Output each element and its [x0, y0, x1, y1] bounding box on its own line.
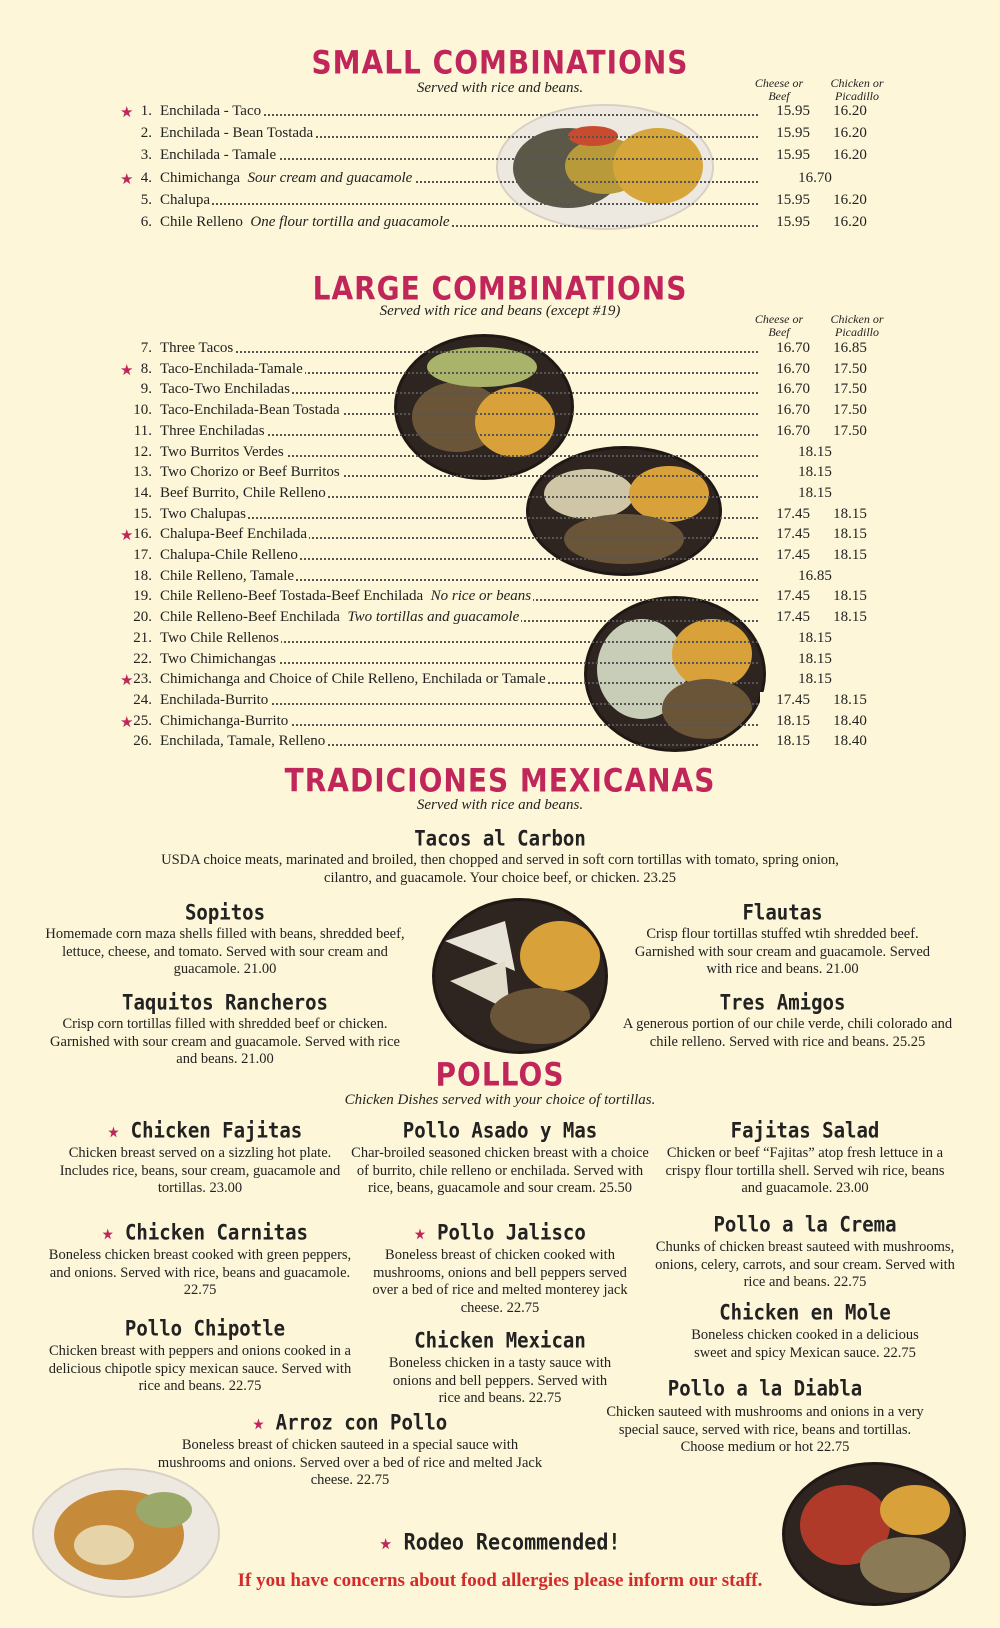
dish-title-pollo-a-la-diabla: Pollo a la Diabla: [667, 1376, 863, 1402]
menu-item-row: [110, 588, 890, 608]
dish-desc-chicken-en-mole: Boneless chicken cooked in a delicious sweet and spicy Mexican sauce. 22.75: [691, 1327, 919, 1361]
dish-title-flautas: Flautas: [742, 900, 823, 926]
recommended-star-icon: ★: [120, 673, 134, 690]
item-price-chicken-picadillo: 16.20: [833, 125, 867, 142]
dish-title-pollo-chipotle: Pollo Chipotle: [124, 1316, 286, 1342]
dish-title-pollo-asado-y-mas: Pollo Asado y Mas: [402, 1118, 598, 1144]
item-price-cheese-beef: 16.70: [760, 340, 810, 357]
item-price-cheese-beef: 18.15: [760, 733, 810, 750]
rodeo-recommended-note: ★ Rodeo Recommended!: [379, 1528, 621, 1556]
menu-item-row: [110, 485, 890, 505]
small-combinations-subtitle: Served with rice and beans.: [416, 80, 584, 96]
dish-title-taquitos-rancheros: Taquitos Rancheros: [122, 990, 328, 1016]
item-number: 10.: [133, 402, 152, 419]
menu-item-row: [110, 733, 890, 753]
allergy-notice: If you have concerns about food allergies please inform our staff.: [237, 1570, 763, 1591]
item-number: 23.: [133, 671, 152, 688]
tradiciones-subtitle: Served with rice and beans.: [416, 797, 584, 813]
item-number: 18.: [133, 567, 152, 584]
item-number: 13.: [133, 464, 152, 481]
item-number: 2.: [140, 125, 152, 142]
item-price-cheese-beef: 17.45: [760, 526, 810, 543]
item-price-chicken-picadillo: 16.85: [833, 340, 867, 356]
item-price-cheese-beef: 15.95: [760, 147, 810, 164]
dish-desc-pollo-a-la-crema: Chunks of chicken breast sauteed with mushrooms, onions, celery, carrots, and sour cream. Served with rice and beans. 22.75: [655, 1239, 955, 1290]
item-note: One flour tortilla and guacamole: [250, 214, 450, 230]
item-name: Beef Burrito, Chile Relleno: [160, 484, 326, 501]
dish-desc-tres-amigos: A generous portion of our chile verde, chili colorado and chile relleno. Served with rice and beans. 25.25: [622, 1016, 953, 1050]
dish-desc-chicken-fajitas: Chicken breast served on a sizzling hot plate. Includes rice, beans, sour cream, guacamole and tortillas. 23.00: [59, 1145, 341, 1196]
item-number: 4.: [140, 169, 152, 186]
item-name: Taco-Enchilada-Bean Tostada: [160, 402, 340, 419]
item-price-chicken-picadillo: 16.20: [833, 214, 867, 230]
item-number: 8.: [140, 360, 152, 377]
item-name: Chimichanga-Burrito: [160, 712, 289, 729]
item-number: 15.: [133, 505, 152, 522]
dish-desc-pollo-jalisco: Boneless breast of chicken cooked with mushrooms, onions and bell peppers served over a bed of rice and melted monterey jack cheese. 22.75: [372, 1247, 628, 1316]
item-price-chicken-picadillo: 18.40: [833, 712, 867, 729]
dish-desc-flautas: Crisp flour tortillas stuffed wtih shredded beef. Garnished with sour cream and guacamole. Served with rice and beans. 21.00: [634, 926, 931, 977]
item-number: 1.: [140, 103, 152, 119]
item-name: Two Chalupas: [160, 505, 247, 522]
item-name: Three Tacos: [160, 340, 234, 356]
item-price-chicken-picadillo: 16.20: [833, 147, 867, 164]
large-combinations-subtitle: Served with rice and beans (except #19): [379, 303, 621, 319]
dish-desc-pollo-asado-y-mas: Char-broiled seasoned chicken breast with a choice of burrito, chile relleno or enchilada. Served with rice, beans, guacamole and sour cream. 25.50: [351, 1145, 649, 1196]
dish-title-tres-amigos: Tres Amigos: [719, 990, 846, 1016]
pollos-title: POLLOS: [435, 1055, 565, 1094]
item-price-chicken-picadillo: 18.15: [833, 588, 867, 605]
item-number: 21.: [133, 629, 152, 646]
item-price: 16.70: [790, 170, 840, 187]
item-price-cheese-beef: 16.70: [760, 361, 810, 378]
item-price: 18.15: [790, 651, 840, 668]
item-number: 26.: [133, 733, 152, 750]
menu-item-row: [110, 609, 890, 629]
item-name: Chile Relleno, Tamale: [160, 567, 295, 584]
item-price-chicken-picadillo: 18.15: [833, 547, 867, 563]
item-price-chicken-picadillo: 18.15: [833, 526, 867, 543]
item-name: Taco-Enchilada-Tamale: [160, 360, 303, 377]
item-number: 9.: [140, 381, 152, 398]
tradiciones-title: TRADICIONES MEXICANAS: [284, 761, 716, 800]
item-name: Three Enchiladas: [160, 422, 265, 439]
item-name: Chalupa-Beef Enchilada: [160, 526, 308, 543]
item-price: 18.15: [790, 444, 840, 461]
recommended-star-icon: ★: [120, 714, 134, 731]
item-price-cheese-beef: 17.45: [760, 588, 810, 605]
large-combinations-title: LARGE COMBINATIONS: [312, 269, 688, 308]
item-name: Enchilada - Tamale: [160, 147, 277, 164]
dish-desc-fajitas-salad: Chicken or beef “Fajitas” atop fresh lettuce in a crispy flour tortilla shell. Served wih rice, beans and guacamole. 23.00: [665, 1145, 945, 1196]
leader-dots: [160, 517, 758, 519]
item-price: 18.15: [790, 671, 840, 688]
large-combo-plate-image-2: [526, 446, 722, 576]
dish-desc-taquitos-rancheros: Crisp corn tortillas filled with shredded beef or chicken. Garnished with sour cream and guacamole. Served with rice and beans. 21.00: [50, 1016, 400, 1067]
item-name: Two Chorizo or Beef Burritos: [160, 464, 340, 481]
dish-desc-arroz-con-pollo: Boneless breast of chicken sauteed in a special sauce with mushrooms and onions. Served over a bed of rice and melted Jack cheese. 22.75: [157, 1437, 543, 1488]
item-name: Two Chimichangas: [160, 650, 277, 667]
item-price-cheese-beef: 16.70: [760, 381, 810, 398]
recommended-star-icon: ★: [120, 171, 134, 188]
item-price: 16.85: [790, 568, 840, 585]
dish-desc-chicken-carnitas: Boneless chicken breast cooked with green peppers, and onions. Served with rice, beans and guacamole. 22.75: [48, 1247, 352, 1298]
item-price-chicken-picadillo: 18.15: [833, 691, 867, 708]
item-price-cheese-beef: 16.70: [760, 423, 810, 440]
item-price: 18.15: [790, 630, 840, 647]
item-number: 5.: [140, 191, 152, 208]
pollos-subtitle: Chicken Dishes served with your choice of tortillas.: [344, 1092, 656, 1108]
leader-dots: [160, 203, 758, 205]
menu-item-row: [110, 713, 890, 733]
item-price-chicken-picadillo: 17.50: [833, 381, 867, 398]
leader-dots: [160, 351, 758, 353]
item-note: Sour cream and guacamole: [247, 169, 413, 186]
item-name: Chalupa: [160, 191, 210, 208]
item-name: Enchilada - Taco: [160, 103, 262, 119]
item-number: 24.: [133, 691, 152, 708]
item-name: Two Chile Rellenos: [160, 629, 279, 646]
item-price-cheese-beef: 16.70: [760, 402, 810, 419]
dish-title-chicken-en-mole: Chicken en Mole: [719, 1300, 891, 1326]
menu-item-row: [110, 506, 890, 526]
item-price: 18.15: [790, 485, 840, 502]
item-number: 22.: [133, 650, 152, 667]
menu-item-row: [110, 630, 890, 650]
item-number: 6.: [140, 214, 152, 230]
item-price-chicken-picadillo: 18.15: [833, 609, 867, 626]
dish-title-chicken-fajitas: ★ Chicken Fajitas: [107, 1118, 303, 1144]
col-header-cheese-beef: Cheese or Beef: [754, 76, 804, 103]
item-number: 12.: [133, 443, 152, 460]
dish-desc-pollo-chipotle: Chicken breast with peppers and onions cooked in a delicious chipotle spicy mexican sauce. Served with rice and beans. 22.75: [48, 1343, 352, 1394]
menu-item-row: [110, 568, 890, 588]
dish-title-arroz-con-pollo: ★ Arroz con Pollo: [252, 1410, 448, 1436]
large-combo-plate-image-1: [394, 334, 574, 480]
item-name: Chile Relleno One flour tortilla and guacamole: [160, 214, 450, 230]
item-price-chicken-picadillo: 18.40: [833, 733, 867, 750]
menu-item-row: [110, 651, 890, 671]
col-header-cheese-beef-large: Cheese or Beef: [754, 312, 804, 339]
item-number: 16.: [133, 526, 152, 543]
item-name: Chimichanga and Choice of Chile Relleno, Enchilada or Tamale: [160, 671, 546, 688]
item-price-cheese-beef: 15.95: [760, 125, 810, 142]
item-price-chicken-picadillo: 17.50: [833, 422, 867, 439]
food-illustration-icon: [435, 901, 605, 1051]
item-name: Chile Relleno-Beef Enchilada Two tortillas and guacamole: [160, 609, 520, 626]
menu-item-row: [110, 692, 890, 712]
item-price-chicken-picadillo: 18.15: [833, 505, 867, 522]
menu-item-row: [110, 103, 890, 123]
recommended-star-icon: ★: [120, 362, 134, 379]
item-price-cheese-beef: 17.45: [760, 506, 810, 523]
item-name: Enchilada-Burrito: [160, 691, 269, 708]
item-number: 11.: [133, 422, 152, 439]
item-number: 17.: [133, 547, 152, 563]
item-note: Two tortillas and guacamole: [347, 609, 520, 626]
dish-desc-pollo-a-la-diabla: Chicken sauteed with mushrooms and onions in a very special sauce, served with rice, beans and tortillas. Choose medium or hot 22.75: [606, 1404, 924, 1455]
recommended-star-icon: ★: [120, 105, 134, 121]
small-combo-plate-image: [496, 104, 714, 230]
item-price: 18.15: [790, 464, 840, 481]
item-price-chicken-picadillo: 17.50: [833, 360, 867, 377]
item-name: Two Burritos Verdes: [160, 443, 284, 460]
recommended-star-icon: ★: [120, 528, 134, 545]
item-price-cheese-beef: 15.95: [760, 214, 810, 231]
menu-item-row: [110, 214, 890, 234]
col-header-chicken-picadillo-large: Chicken or Picadillo: [830, 312, 884, 339]
item-name: Enchilada - Bean Tostada: [160, 125, 314, 142]
item-number: 25.: [133, 712, 152, 729]
dish-title-pollo-a-la-crema: Pollo a la Crema: [713, 1212, 897, 1238]
dish-desc-tacos-al-carbon: USDA choice meats, marinated and broiled, then chopped and served in soft corn tortillas with tomato, spring onion, cilantro, and guacamole. Your choice beef, or chicken. 23.25: [161, 852, 839, 886]
item-name: Chile Relleno-Beef Tostada-Beef Enchilada No rice or beans: [160, 588, 532, 605]
item-name: Chimichanga Sour cream and guacamole: [160, 169, 413, 186]
dish-title-pollo-jalisco: ★ Pollo Jalisco: [414, 1220, 586, 1246]
item-price-cheese-beef: 17.45: [760, 692, 810, 709]
item-price-cheese-beef: 15.95: [760, 103, 810, 120]
menu-item-row: [110, 125, 890, 145]
item-number: 7.: [140, 340, 152, 356]
item-number: 3.: [140, 147, 152, 164]
item-price-cheese-beef: 17.45: [760, 609, 810, 626]
food-illustration-icon: [529, 449, 719, 573]
item-price-chicken-picadillo: 17.50: [833, 402, 867, 419]
item-name: Chalupa-Chile Relleno: [160, 547, 298, 563]
item-name: Taco-Two Enchiladas: [160, 381, 290, 398]
item-number: 19.: [133, 588, 152, 605]
dish-title-sopitos: Sopitos: [184, 900, 266, 926]
small-combinations-title: SMALL COMBINATIONS: [311, 43, 689, 82]
dish-desc-sopitos: Homemade corn maza shells filled with beans, shredded beef, lettuce, cheese, and tomato. Served with sour cream and guacamole. 21.00: [45, 926, 405, 977]
item-name: Enchilada, Tamale, Relleno: [160, 733, 326, 750]
menu-item-row: [110, 547, 890, 567]
menu-item-row: [110, 671, 890, 691]
menu-item-row: [110, 192, 890, 212]
item-number: 14.: [133, 484, 152, 501]
tradiciones-plate-image: [432, 898, 608, 1054]
item-number: 20.: [133, 609, 152, 626]
menu-item-row: [110, 526, 890, 546]
item-price-cheese-beef: 15.95: [760, 192, 810, 209]
dish-title-fajitas-salad: Fajitas Salad: [730, 1118, 880, 1144]
dish-desc-chicken-mexican: Boneless chicken in a tasty sauce with onions and bell peppers. Served with rice and beans. 22.75: [388, 1355, 612, 1406]
dish-title-chicken-carnitas: ★ Chicken Carnitas: [102, 1220, 308, 1246]
item-note: No rice or beans: [430, 588, 532, 605]
dish-title-tacos-al-carbon: Tacos al Carbon: [414, 826, 586, 852]
food-illustration-icon: [498, 106, 712, 228]
item-price-chicken-picadillo: 16.20: [833, 103, 867, 119]
item-price-cheese-beef: 18.15: [760, 713, 810, 730]
col-header-chicken-picadillo: Chicken or Picadillo: [830, 76, 884, 103]
item-price-cheese-beef: 17.45: [760, 547, 810, 564]
item-price-chicken-picadillo: 16.20: [833, 191, 867, 208]
dish-title-chicken-mexican: Chicken Mexican: [414, 1328, 586, 1354]
